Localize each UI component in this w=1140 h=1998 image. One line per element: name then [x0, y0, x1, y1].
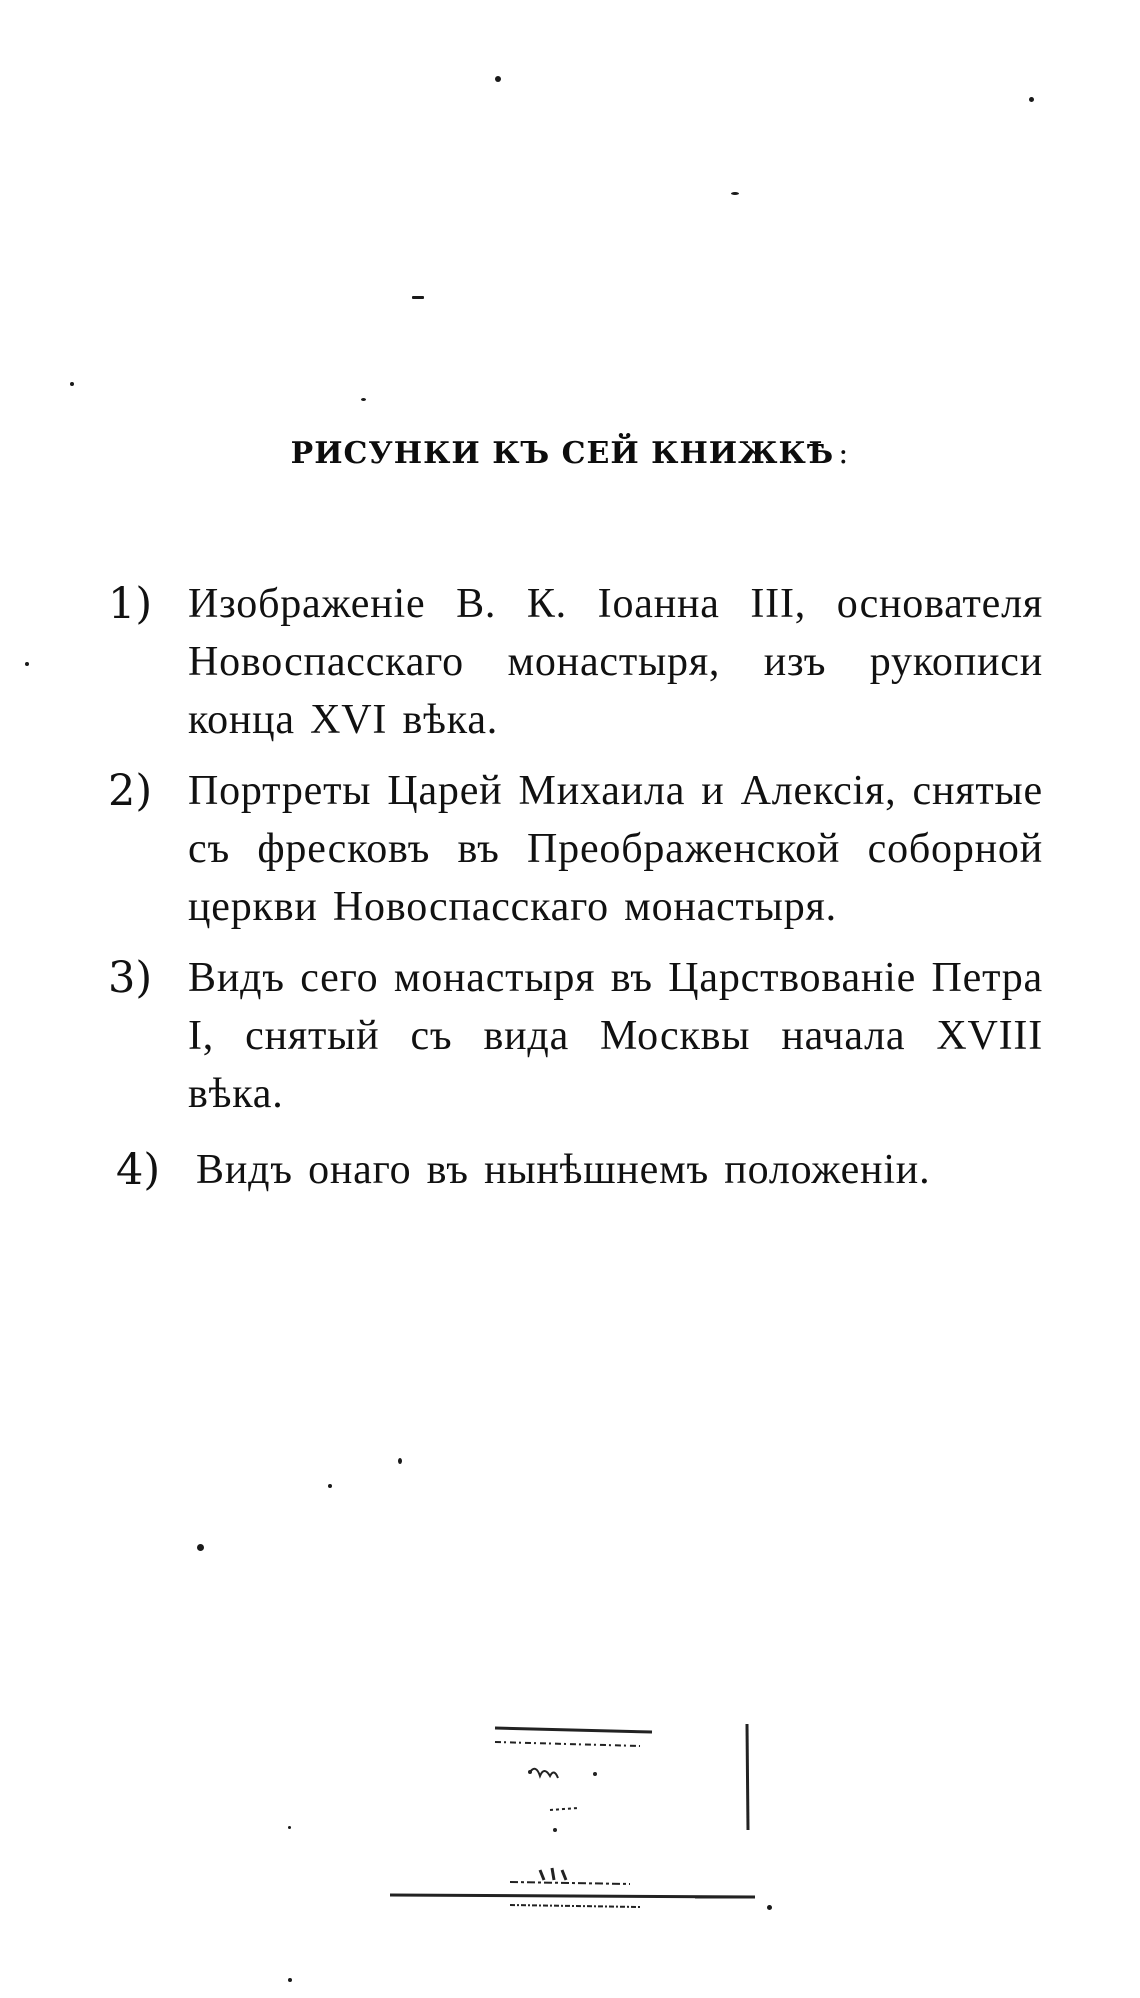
library-stamp	[390, 1722, 790, 1912]
scan-speck	[731, 192, 739, 195]
item-text: Видъ сего монастыря въ Царствованіе Петра I, снятый съ вида Москвы начала XVIII вѣка.	[188, 955, 1043, 1117]
scan-speck	[70, 382, 74, 386]
list-item	[108, 575, 1043, 749]
item-number: 3)	[108, 953, 153, 1003]
item-text: Изображеніе В. К. Іоанна III, основателя Новоспасскаго монастыря, изъ рукописи конца XVI вѣка.	[188, 581, 1043, 743]
list-item	[108, 949, 1043, 1123]
scan-speck	[495, 76, 501, 82]
list-item	[108, 762, 1043, 936]
heading-colon: :	[838, 436, 850, 471]
scan-speck	[25, 662, 29, 666]
scan-speck	[1029, 97, 1034, 102]
scan-speck	[197, 1544, 204, 1551]
item-number: 4)	[116, 1145, 161, 1195]
scan-speck	[398, 1458, 402, 1464]
scan-speck	[412, 296, 424, 299]
scan-speck	[288, 1978, 292, 1982]
scan-speck	[328, 1484, 332, 1488]
item-number: 1)	[108, 579, 153, 629]
scan-speck	[361, 398, 366, 401]
item-text: Видъ онаго въ нынѣшнемъ положеніи.	[196, 1147, 931, 1193]
item-text: Портреты Царей Михаила и Алексія, снятые съ фресковъ въ Преображенской соборной церкви Новоспасскаго монастыря.	[188, 768, 1043, 930]
illustrations-list	[108, 575, 1043, 1212]
list-item	[108, 1141, 1043, 1199]
heading-title: РИСУНКИ КЪ СЕЙ КНИЖКѢ	[290, 436, 835, 471]
page-heading	[0, 436, 1140, 471]
scan-speck	[288, 1826, 291, 1829]
item-number: 2)	[108, 766, 153, 816]
